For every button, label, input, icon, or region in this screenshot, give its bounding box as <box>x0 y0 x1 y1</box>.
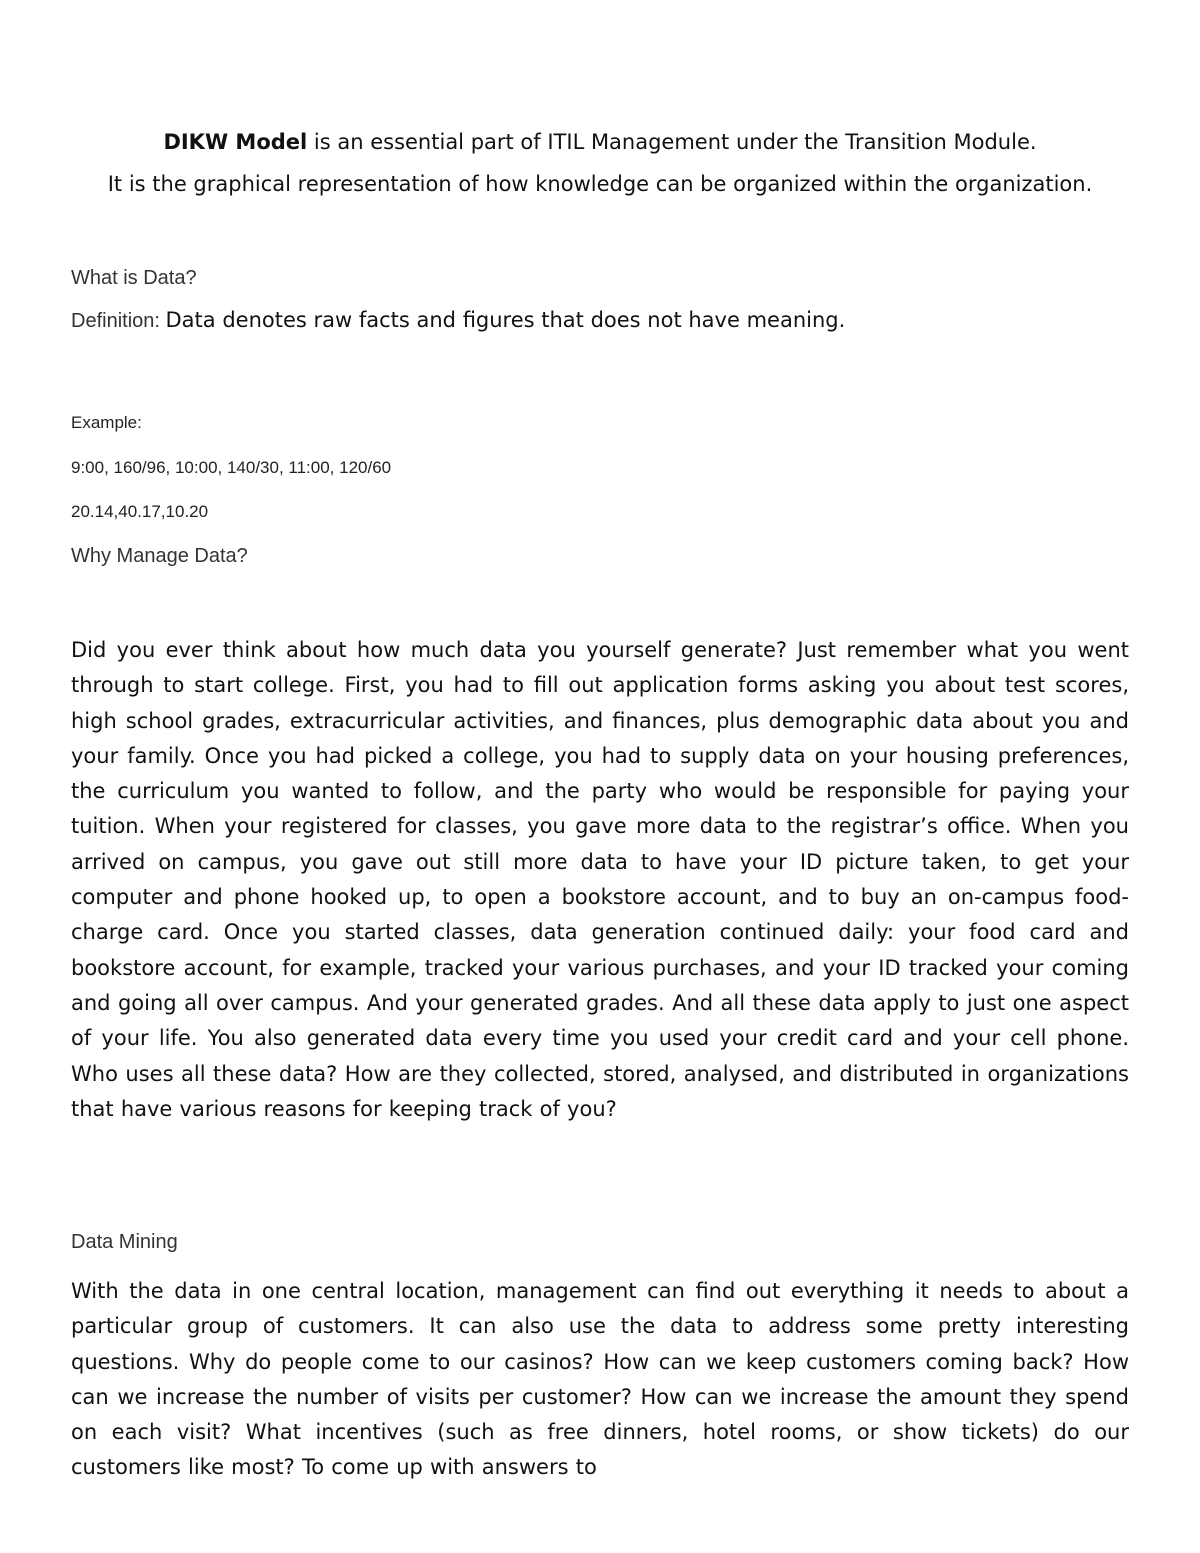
data-mining-paragraph: With the data in one central location, management can find out everything it needs to about a particular group of customers. It can also use the data to address some pretty interesting questions. Why do people come to our casinos? How can we keep customers coming back? How can we increase the number of visits per customer? How can we increase the amount they spend on each visit? What incentives (such as free dinners, hotel rooms, or show tickets) do our customers like most? To come up with answers to <box>71 1279 1129 1480</box>
definition-label: Definition: <box>71 310 166 332</box>
example-line-2: 20.14,40.17,10.20 <box>71 502 209 521</box>
intro-line-1-text: is an essential part of ITIL Management under the Transition Module. <box>307 130 1037 154</box>
why-manage-data-heading: Why Manage Data? <box>71 545 248 567</box>
example-line-1: 9:00, 160/96, 10:00, 140/30, 11:00, 120/60 <box>71 458 392 477</box>
example-label: Example: <box>71 413 142 432</box>
definition-line <box>71 307 845 334</box>
intro-line-1 <box>100 128 1100 156</box>
what-is-data-heading: What is Data? <box>71 267 197 289</box>
definition-text: Data denotes raw facts and figures that does not have meaning. <box>165 308 846 332</box>
dikw-model-term: DIKW Model <box>163 130 308 154</box>
intro-line-2: It is the graphical representation of how knowledge can be organized within the organization. <box>107 172 1093 196</box>
data-generation-paragraph: Did you ever think about how much data you yourself generate? Just remember what you went through to start college. First, you had to fill out application forms asking you about test scores, high school grades, extracurricular activities, and finances, plus demographic data about you and your family. Once you had picked a college, you had to supply data on your housing preferences, the curriculum you wanted to follow, and the party who would be responsible for paying your tuition. When your registered for classes, you gave more data to the registrar’s office. When you arrived on campus, you gave out still more data to have your ID picture taken, to get your computer and phone hooked up, to open a bookstore account, and to buy an on-campus food-charge card. Once you started classes, data generation continued daily: your food card and bookstore account, for example, tracked your various purchases, and your ID tracked your coming and going all over campus. And your generated grades. And all these data apply to just one aspect of your life. You also generated data every time you used your credit card and your cell phone. Who uses all these data? How are they collected, stored, analysed, and distributed in organizations that have various reasons for keeping track of you? <box>71 638 1129 1121</box>
data-mining-heading: Data Mining <box>71 1231 178 1253</box>
